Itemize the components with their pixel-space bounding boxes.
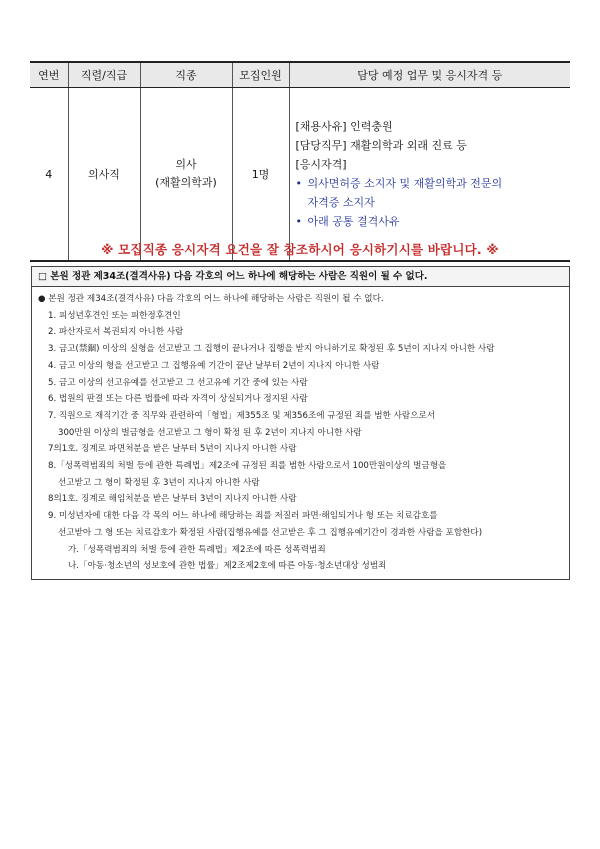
header-job: 직종 — [140, 62, 232, 88]
list-item: 가.「성폭력범죄의 처벌 등에 관한 특례법」제2조에 따른 성폭력범죄 — [68, 544, 326, 555]
list-item: 나.「아동·청소년의 성보호에 관한 법률」제2조제2호에 따른 아동·청소년대상 성범죄 — [68, 561, 387, 572]
qual-line-1b: 자격증 소지자 — [307, 196, 375, 209]
duty-qual-title: [응시자격] — [295, 158, 347, 171]
qual-line-1a: 의사면허증 소지자 및 재활의학과 전문의 — [307, 177, 503, 190]
list-item: 7의1호. 징계로 파면처분을 받은 날부터 5년이 지나지 아니한 사람 — [48, 444, 297, 455]
list-item: 9. 미성년자에 대한 다음 각 목의 어느 하나에 해당하는 죄를 저질러 파면·해임되거나 형 또는 치료감호를 — [48, 511, 438, 522]
bullet-icon: • — [295, 215, 302, 228]
list-item: 4. 금고 이상의 형을 선고받고 그 집행유예 기간이 끝난 날부터 2년이 지나지 아니한 사람 — [48, 360, 380, 371]
cell-duties — [289, 88, 570, 262]
list-item: 5. 금고 이상의 선고유예를 선고받고 그 선고유예 기간 중에 있는 사람 — [48, 377, 308, 388]
qualification-item — [296, 212, 565, 231]
header-number: 연번 — [30, 62, 68, 88]
bullet-icon: • — [295, 177, 302, 190]
list-item: 3. 금고(禁錮) 이상의 실형을 선고받고 그 집행이 끝나거나 집행을 받지 아니하기로 확정된 후 5년이 지나지 아니한 사람 — [48, 344, 495, 355]
list-item: 6. 법원의 판결 또는 다른 법률에 따라 자격이 상실되거나 정지된 사람 — [48, 394, 308, 405]
table-row — [30, 88, 570, 262]
cell-job — [140, 88, 232, 262]
cell-count: 1명 — [232, 88, 289, 262]
disqualification-header: □ 본원 정관 제34조(결격사유) 다음 각호의 어느 하나에 해당하는 사람은 직원이 될 수 없다. — [32, 267, 569, 287]
list-item: 2. 파산자로서 복권되지 아니한 사람 — [48, 327, 184, 338]
duty-task: [담당직무] 재활의학과 외래 진료 등 — [295, 139, 467, 152]
list-item: 8.「성폭력범죄의 처벌 등에 관한 특례법」제2조에 규정된 죄를 범한 사람으로서 100만원이상의 벌금형을 — [48, 461, 447, 472]
list-item: ● 본원 정관 제34조(결격사유) 다음 각호의 어느 하나에 해당하는 사람은 직원이 될 수 없다. — [38, 294, 384, 304]
job-specialty: (재활의학과) — [155, 176, 217, 189]
cell-number: 4 — [30, 88, 68, 262]
cell-series: 의사직 — [68, 88, 140, 262]
disqualification-list — [32, 287, 569, 575]
disqualification-box — [31, 266, 570, 580]
list-item: 7. 직원으로 재직기간 중 직무와 관련하여「형법」제355조 및 제356조에 규정된 죄를 범한 사람으로서 — [48, 410, 436, 421]
header-count: 모집인원 — [232, 62, 289, 88]
qualification-item — [296, 174, 565, 212]
list-item: 선고받아 그 형 또는 치료감호가 확정된 사람(집행유예를 선고받은 후 그 집행유예기간이 경과한 사람을 포함한다) — [58, 527, 483, 538]
recruitment-table — [30, 61, 570, 262]
header-duties: 담당 예정 업무 및 응시자격 등 — [289, 62, 570, 88]
header-series: 직렬/직급 — [68, 62, 140, 88]
list-item: 선고받고 그 형이 확정된 후 3년이 지나지 아니한 사람 — [58, 477, 260, 488]
list-item: 300만원 이상의 벌금형을 선고받고 그 형이 확정 된 후 2년이 지나지 아니한 사람 — [58, 427, 362, 438]
job-title: 의사 — [175, 158, 197, 171]
qual-line-2: 아래 공통 결격사유 — [307, 215, 400, 228]
notice-text: ※ 모집직종 응시자격 요건을 잘 참조하시어 응시하기시를 바랍니다. ※ — [101, 242, 499, 257]
duty-reason: [채용사유] 인력충원 — [295, 120, 393, 133]
list-item: 1. 피성년후견인 또는 피한정후견인 — [48, 310, 181, 321]
table-header-row — [30, 62, 570, 88]
list-item: 8의1호. 징계로 해임처분을 받은 날부터 3년이 지나지 아니한 사람 — [48, 494, 297, 505]
